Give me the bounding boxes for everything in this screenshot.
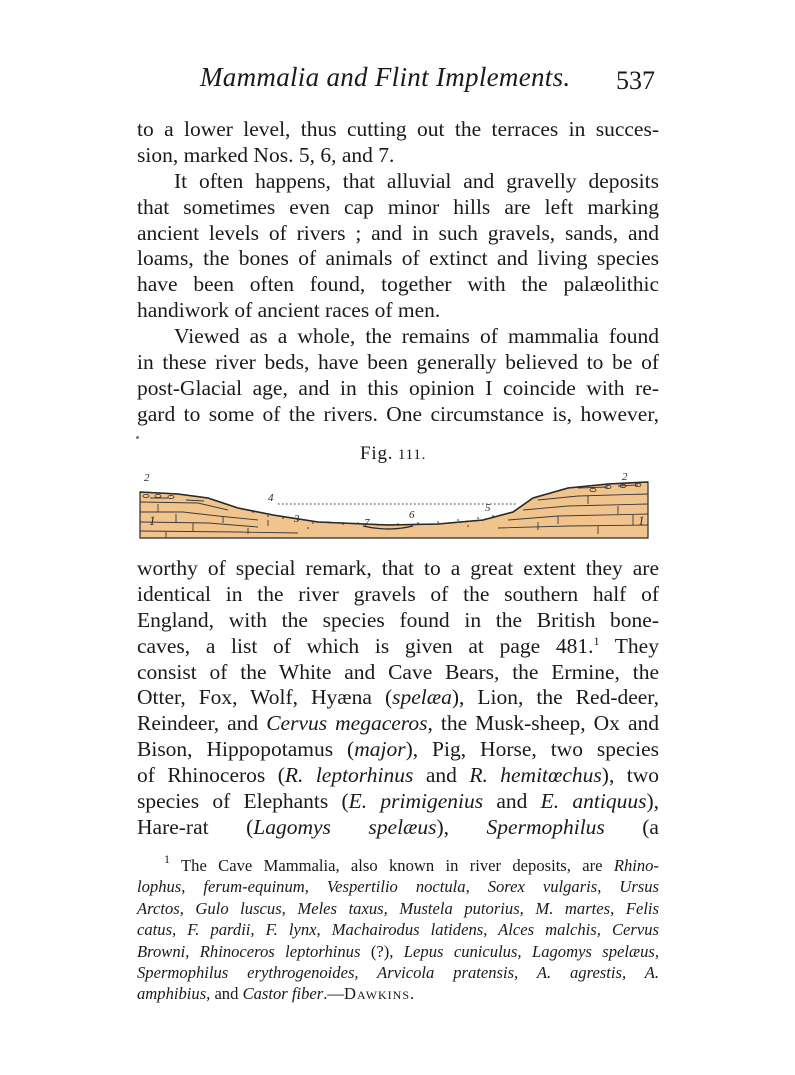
footnote-marker: 1: [593, 633, 600, 648]
footnote-number: 1: [164, 852, 170, 866]
label-terrace-6: 6: [409, 509, 415, 521]
page-number: 537: [616, 66, 655, 95]
footnote-line: Arctos, Gulo luscus, Meles taxus, Mustela putorius, M. martes, Felis: [137, 898, 659, 918]
text-line: It often happens, that alluvial and gravelly deposits: [174, 168, 659, 193]
running-title: Mammalia and Flint Implements.: [200, 62, 571, 92]
river-terrace-section-figure: [138, 470, 650, 542]
footnote-line: Spermophilus erythrogenoides, Arvicola pratensis, A. agrestis, A.: [137, 962, 659, 982]
text-line: England, with the species found in the British bone-: [137, 607, 659, 632]
text-line: worthy of special remark, that to a great extent they are: [137, 556, 659, 580]
text-line: loams, the bones of animals of extinct and living species: [137, 246, 659, 271]
footnote: [137, 852, 659, 1005]
text-line: have been often found, together with the palæolithic: [137, 272, 659, 297]
stray-ink-mark: [136, 436, 139, 439]
text-line: Hare-rat (Lagomys spelæus), Spermophilus (a: [137, 814, 659, 839]
text-line: of Rhinoceros (R. leptorhinus and R. hemitœchus), two: [137, 763, 660, 788]
figure-caption-number: 111.: [397, 447, 427, 463]
label-terrace-4: 4: [268, 492, 274, 504]
text-line: gard to some of the rivers. One circumstance is, however,: [137, 401, 659, 426]
label-terrace-3: 3: [294, 513, 300, 525]
text-line: Viewed as a whole, the remains of mammalia found: [174, 324, 659, 349]
text-line: Bison, Hippopotamus (major), Pig, Horse, two species: [137, 737, 659, 762]
text-line: post-Glacial age, and in this opinion I coincide with re-: [137, 375, 659, 400]
text-line: sion, marked Nos. 5, 6, and 7.: [137, 142, 395, 167]
strata-fill: [140, 482, 648, 538]
text-line: species of Elephants (E. primigenius and E. antiquus),: [137, 789, 660, 814]
text-line: that sometimes even cap minor hills are left marking: [137, 194, 659, 219]
label-1-left: 1: [149, 513, 156, 528]
text-line: identical in the river gravels of the southern half of: [137, 581, 659, 606]
label-terrace-7: 7: [364, 517, 370, 529]
text-line: caves, a list of which is given at page 481.$^1$ They: [137, 633, 659, 658]
footnote-line: $^1$ The Cave Mammalia, also known in river deposits, are Rhino-: [164, 852, 659, 875]
text-line: handiwork of ancient races of men.: [137, 298, 441, 323]
figure-caption-prefix: Fig.: [360, 443, 394, 464]
text-line: Reindeer, and Cervus megaceros, the Musk-sheep, Ox and: [137, 711, 659, 736]
text-line: Otter, Fox, Wolf, Hyæna (spelæa), Lion, the Red-deer,: [137, 685, 659, 710]
label-2-left: 2: [144, 472, 150, 484]
label-terrace-5: 5: [485, 502, 491, 514]
footnote-line: Browni, Rhinoceros leptorhinus (?), Lepus cuniculus, Lagomys spelæus,: [137, 941, 659, 961]
text-line: to a lower level, thus cutting out the terraces in succes-: [137, 117, 659, 141]
label-1-right: 1: [638, 513, 645, 528]
paragraph-block-top: [137, 117, 659, 428]
text-line: ancient levels of rivers ; and in such gravels, sands, and: [137, 220, 659, 245]
footnote-line: amphibius, and Castor fiber.—Dawkins.: [137, 984, 416, 1004]
text-line: consist of the White and Cave Bears, the Ermine, the: [137, 659, 659, 684]
text-line: in these river beds, have been generally believed to be of: [137, 350, 659, 375]
figure-caption: [360, 443, 426, 465]
paragraph-block-bottom: [137, 556, 659, 841]
footnote-line: lophus, ferum-equinum, Vespertilio noctula, Sorex vulgaris, Ursus: [137, 877, 659, 897]
footnote-line: catus, F. pardii, F. lynx, Machairodus latidens, Alces malchis, Cervus: [137, 920, 659, 940]
label-2-right: 2: [622, 471, 628, 483]
